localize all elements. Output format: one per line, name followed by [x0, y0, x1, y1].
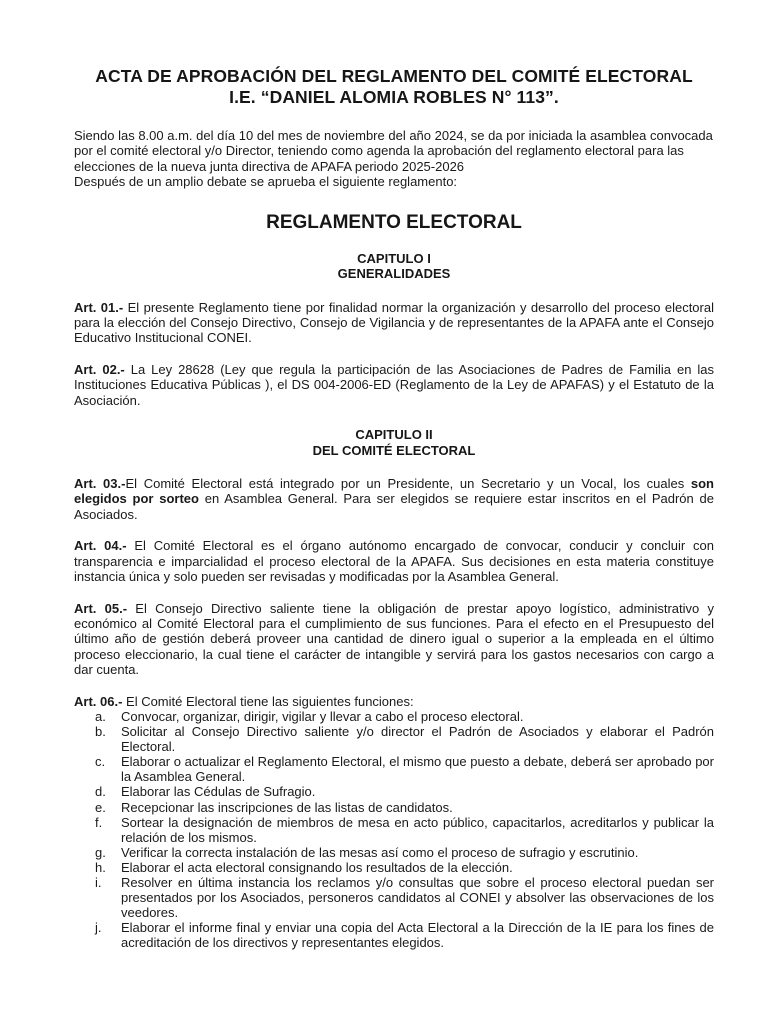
chapter-2-number: CAPITULO II [355, 427, 433, 443]
function-text: Elaborar el acta electoral consignando los resultados de la elección. [121, 859, 513, 875]
article-03-text-after: en Asamblea General. Para ser elegidos se requiere estar inscritos en el Padrón de Asociados. [74, 491, 714, 522]
article-03-label: Art. 03.- [74, 476, 126, 492]
function-letter: a. [95, 708, 106, 724]
article-05-text: El Consejo Directivo saliente tiene la obligación de prestar apoyo logístico, administrativo y económico al Comité Electoral para el cumplimiento de sus funciones. Para el efecto en el Presupuesto del último año de gestión deberá proveer una cantidad de dinero igual o superior a la empleada en el último proceso eleccionario, la cual tiene el carácter de intangible y servirá para los gastos necesarios con cargo a dar cuenta. [74, 600, 714, 678]
article-04-label: Art. 04.- [74, 538, 127, 554]
intro-section [74, 128, 714, 190]
chapter-1-name: GENERALIDADES [337, 266, 451, 282]
article-01-text: El presente Reglamento tiene por finalidad normar la organización y desarrollo del proceso electoral para la elección del Consejo Directivo, Consejo de Vigilancia y de representantes de la APAFA ante el Consejo Educativo Institucional CONEI. [74, 299, 714, 346]
chapter-1-heading [74, 251, 714, 282]
function-item [74, 709, 714, 724]
article-04-text: El Comité Electoral es el órgano autónomo encargado de convocar, conducir y concluir con transparencia e imparcialidad el proceso electoral de la APAFA. Sus decisiones en esta materia constituye instancia única y solo pueden ser revisadas y modificadas por la Asamblea General. [74, 538, 714, 585]
article-05-label: Art. 05.- [74, 600, 128, 616]
function-text: Convocar, organizar, dirigir, vigilar y llevar a cabo el proceso electoral. [121, 708, 524, 724]
functions-list [74, 709, 714, 951]
function-text: Sortear la designación de miembros de mesa en acto público, capacitarlos, acreditarlos y publicar la relación de los mismos. [121, 814, 714, 845]
function-item [74, 754, 714, 784]
article-02 [74, 362, 714, 408]
article-05 [74, 601, 714, 678]
function-text: Elaborar el informe final y enviar una copia del Acta Electoral a la Dirección de la IE para los fines de acreditación de los directivos y representantes elegidos. [121, 920, 714, 951]
title-line-2: I.E. “DANIEL ALOMIA ROBLES N° 113”. [229, 87, 559, 107]
function-text: Elaborar o actualizar el Reglamento Electoral, el mismo que puesto a debate, deberá ser aprobado por la Asamblea General. [121, 754, 714, 785]
article-02-label: Art. 02.- [74, 361, 125, 377]
article-01-label: Art. 01.- [74, 299, 124, 315]
article-03 [74, 476, 714, 522]
intro-paragraph: Siendo las 8.00 a.m. del día 10 del mes de noviembre del año 2024, se da por iniciada la asamblea convocada por el comité electoral y/o Director, teniendo como agenda la aprobación del reglamento electoral para las elecciones de la nueva junta directiva de APAFA periodo 2025-2026 [74, 128, 713, 174]
function-letter: i. [95, 874, 102, 890]
function-letter: b. [95, 724, 106, 740]
function-text: Verificar la correcta instalación de las mesas así como el proceso de sufragio y escrutinio. [121, 844, 639, 860]
intro-closing: Después de un amplio debate se aprueba el siguiente reglamento: [74, 174, 458, 190]
function-item [74, 875, 714, 920]
function-letter: g. [95, 844, 106, 860]
function-item [74, 845, 714, 860]
function-letter: j. [95, 920, 102, 936]
function-item [74, 860, 714, 875]
article-02-text: La Ley 28628 (Ley que regula la participación de las Asociaciones de Padres de Familia en las Instituciones Educativa Públicas ), el DS 004-2006-ED (Reglamento de la Ley de APAFAS) y el Estatuto de la Asociación. [74, 361, 715, 408]
article-06 [74, 694, 714, 709]
chapter-1-number: CAPITULO I [357, 250, 431, 266]
article-06-label: Art. 06.- [74, 693, 123, 709]
chapter-2-heading [74, 427, 714, 458]
function-item [74, 815, 714, 845]
function-letter: c. [95, 754, 106, 770]
regulation-title: REGLAMENTO ELECTORAL [266, 211, 522, 233]
function-item [74, 724, 714, 754]
chapter-2-name: DEL COMITÉ ELECTORAL [312, 442, 476, 458]
function-item [74, 800, 714, 815]
function-text: Resolver en última instancia los reclamos y/o consultas que sobre el proceso electoral puedan ser presentados por los Asociados, personeros candidatos al CONEI y absolver las observaciones de los veedores. [121, 874, 714, 921]
function-text: Solicitar al Consejo Directivo saliente y/o director el Padrón de Asociados y elaborar el Padrón Electoral. [121, 724, 714, 755]
function-item [74, 784, 714, 799]
article-04 [74, 538, 714, 584]
title-line-1: ACTA DE APROBACIÓN DEL REGLAMENTO DEL COMITÉ ELECTORAL [95, 66, 693, 86]
document-title [74, 66, 714, 108]
function-letter: d. [95, 784, 106, 800]
function-item [74, 920, 714, 950]
article-03-emphasis: son elegidos por sorteo [74, 476, 715, 507]
function-text: Elaborar las Cédulas de Sufragio. [121, 784, 316, 800]
function-letter: f. [95, 814, 103, 830]
function-text: Recepcionar las inscripciones de las listas de candidatos. [121, 799, 453, 815]
function-letter: e. [95, 799, 106, 815]
function-letter: h. [95, 859, 106, 875]
article-03-text-before: El Comité Electoral está integrado por un Presidente, un Secretario y un Vocal, los cuales [125, 476, 691, 492]
article-06-text: El Comité Electoral tiene las siguientes funciones: [122, 693, 414, 709]
article-01 [74, 300, 714, 346]
